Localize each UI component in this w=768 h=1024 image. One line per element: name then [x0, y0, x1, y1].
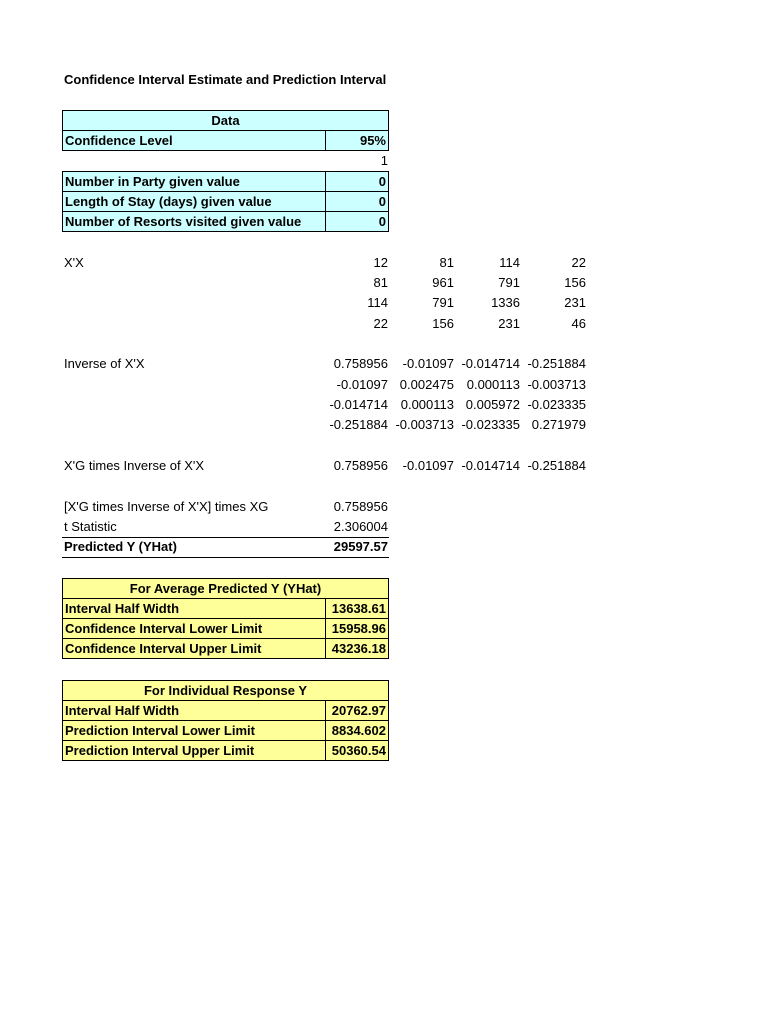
- matrix-cell: 156: [432, 316, 454, 331]
- matrix-cell: 0.000113: [466, 377, 520, 392]
- interval-value: 15958.96: [326, 619, 389, 639]
- matrix-cell: 791: [432, 295, 454, 310]
- page-title: Confidence Interval Estimate and Prediction Interval: [64, 72, 387, 87]
- matrix-cell: 231: [564, 295, 586, 310]
- matrix-cell: -0.003713: [527, 377, 586, 392]
- matrix-cell: 0.000113: [400, 397, 454, 412]
- divider: [62, 557, 389, 558]
- interval-label: Prediction Interval Lower Limit: [63, 721, 326, 741]
- given-values-table: [62, 171, 389, 232]
- matrix-cell: 0.271979: [531, 417, 586, 432]
- confidence-level-value[interactable]: 95%: [326, 131, 389, 151]
- matrix-cell: 1336: [491, 295, 520, 310]
- given-value-cell[interactable]: 0: [326, 212, 389, 232]
- matrix-cell: 961: [432, 275, 454, 290]
- matrix-cell: 81: [439, 255, 454, 270]
- matrix-cell: 12: [373, 255, 388, 270]
- xg-inverse-label: X'G times Inverse of X'X: [64, 458, 205, 473]
- matrix-cell: -0.251884: [527, 356, 586, 371]
- matrix-cell: 46: [571, 316, 586, 331]
- matrix-cell: -0.251884: [527, 458, 586, 473]
- matrix-cell: 114: [367, 295, 388, 310]
- interval-value: 43236.18: [326, 639, 389, 659]
- matrix-cell: -0.014714: [329, 397, 388, 412]
- matrix-cell: -0.003713: [395, 417, 454, 432]
- interval-label: Interval Half Width: [63, 599, 326, 619]
- matrix-cell: 114: [499, 255, 520, 270]
- individual-table-header: For Individual Response Y: [63, 681, 389, 701]
- matrix-cell: 22: [373, 316, 388, 331]
- matrix-cell: -0.014714: [461, 458, 520, 473]
- matrix-cell: 791: [498, 275, 520, 290]
- average-predicted-table: [62, 578, 389, 659]
- matrix-cell: 0.002475: [399, 377, 454, 392]
- given-value-label: Number in Party given value: [63, 172, 326, 192]
- extra-value-cell: 1: [380, 153, 388, 168]
- stat-value: 2.306004: [333, 519, 388, 534]
- interval-label: Confidence Interval Upper Limit: [63, 639, 326, 659]
- data-table: [62, 110, 389, 151]
- matrix-cell: -0.023335: [461, 417, 520, 432]
- stat-value: 0.758956: [333, 499, 388, 514]
- inverse-label: Inverse of X'X: [64, 356, 145, 371]
- interval-label: Interval Half Width: [63, 701, 326, 721]
- predicted-y-value: 29597.57: [333, 539, 388, 554]
- matrix-cell: -0.01097: [402, 458, 454, 473]
- individual-response-table: [62, 680, 389, 761]
- given-value-cell[interactable]: 0: [326, 172, 389, 192]
- interval-label: Prediction Interval Upper Limit: [63, 741, 326, 761]
- matrix-cell: 0.758956: [333, 356, 388, 371]
- matrix-cell: -0.01097: [336, 377, 388, 392]
- interval-value: 8834.602: [326, 721, 389, 741]
- interval-label: Confidence Interval Lower Limit: [63, 619, 326, 639]
- average-table-header: For Average Predicted Y (YHat): [63, 579, 389, 599]
- stat-label: t Statistic: [64, 519, 117, 534]
- matrix-cell: 0.005972: [465, 397, 520, 412]
- given-value-label: Length of Stay (days) given value: [63, 192, 326, 212]
- given-value-cell[interactable]: 0: [326, 192, 389, 212]
- matrix-cell: -0.251884: [329, 417, 388, 432]
- matrix-cell: 0.758956: [333, 458, 388, 473]
- matrix-cell: 156: [564, 275, 586, 290]
- matrix-cell: 22: [571, 255, 586, 270]
- confidence-level-label: Confidence Level: [63, 131, 326, 151]
- interval-value: 13638.61: [326, 599, 389, 619]
- predicted-y-label: Predicted Y (YHat): [64, 539, 177, 554]
- stat-label: [X'G times Inverse of X'X] times XG: [64, 499, 269, 514]
- data-table-header: Data: [63, 111, 389, 131]
- interval-value: 20762.97: [326, 701, 389, 721]
- matrix-cell: -0.014714: [461, 356, 520, 371]
- matrix-cell: -0.01097: [402, 356, 454, 371]
- interval-value: 50360.54: [326, 741, 389, 761]
- matrix-cell: -0.023335: [527, 397, 586, 412]
- matrix-cell: 81: [373, 275, 388, 290]
- matrix-cell: 231: [498, 316, 520, 331]
- given-value-label: Number of Resorts visited given value: [63, 212, 326, 232]
- xtx-label: X'X: [64, 255, 84, 270]
